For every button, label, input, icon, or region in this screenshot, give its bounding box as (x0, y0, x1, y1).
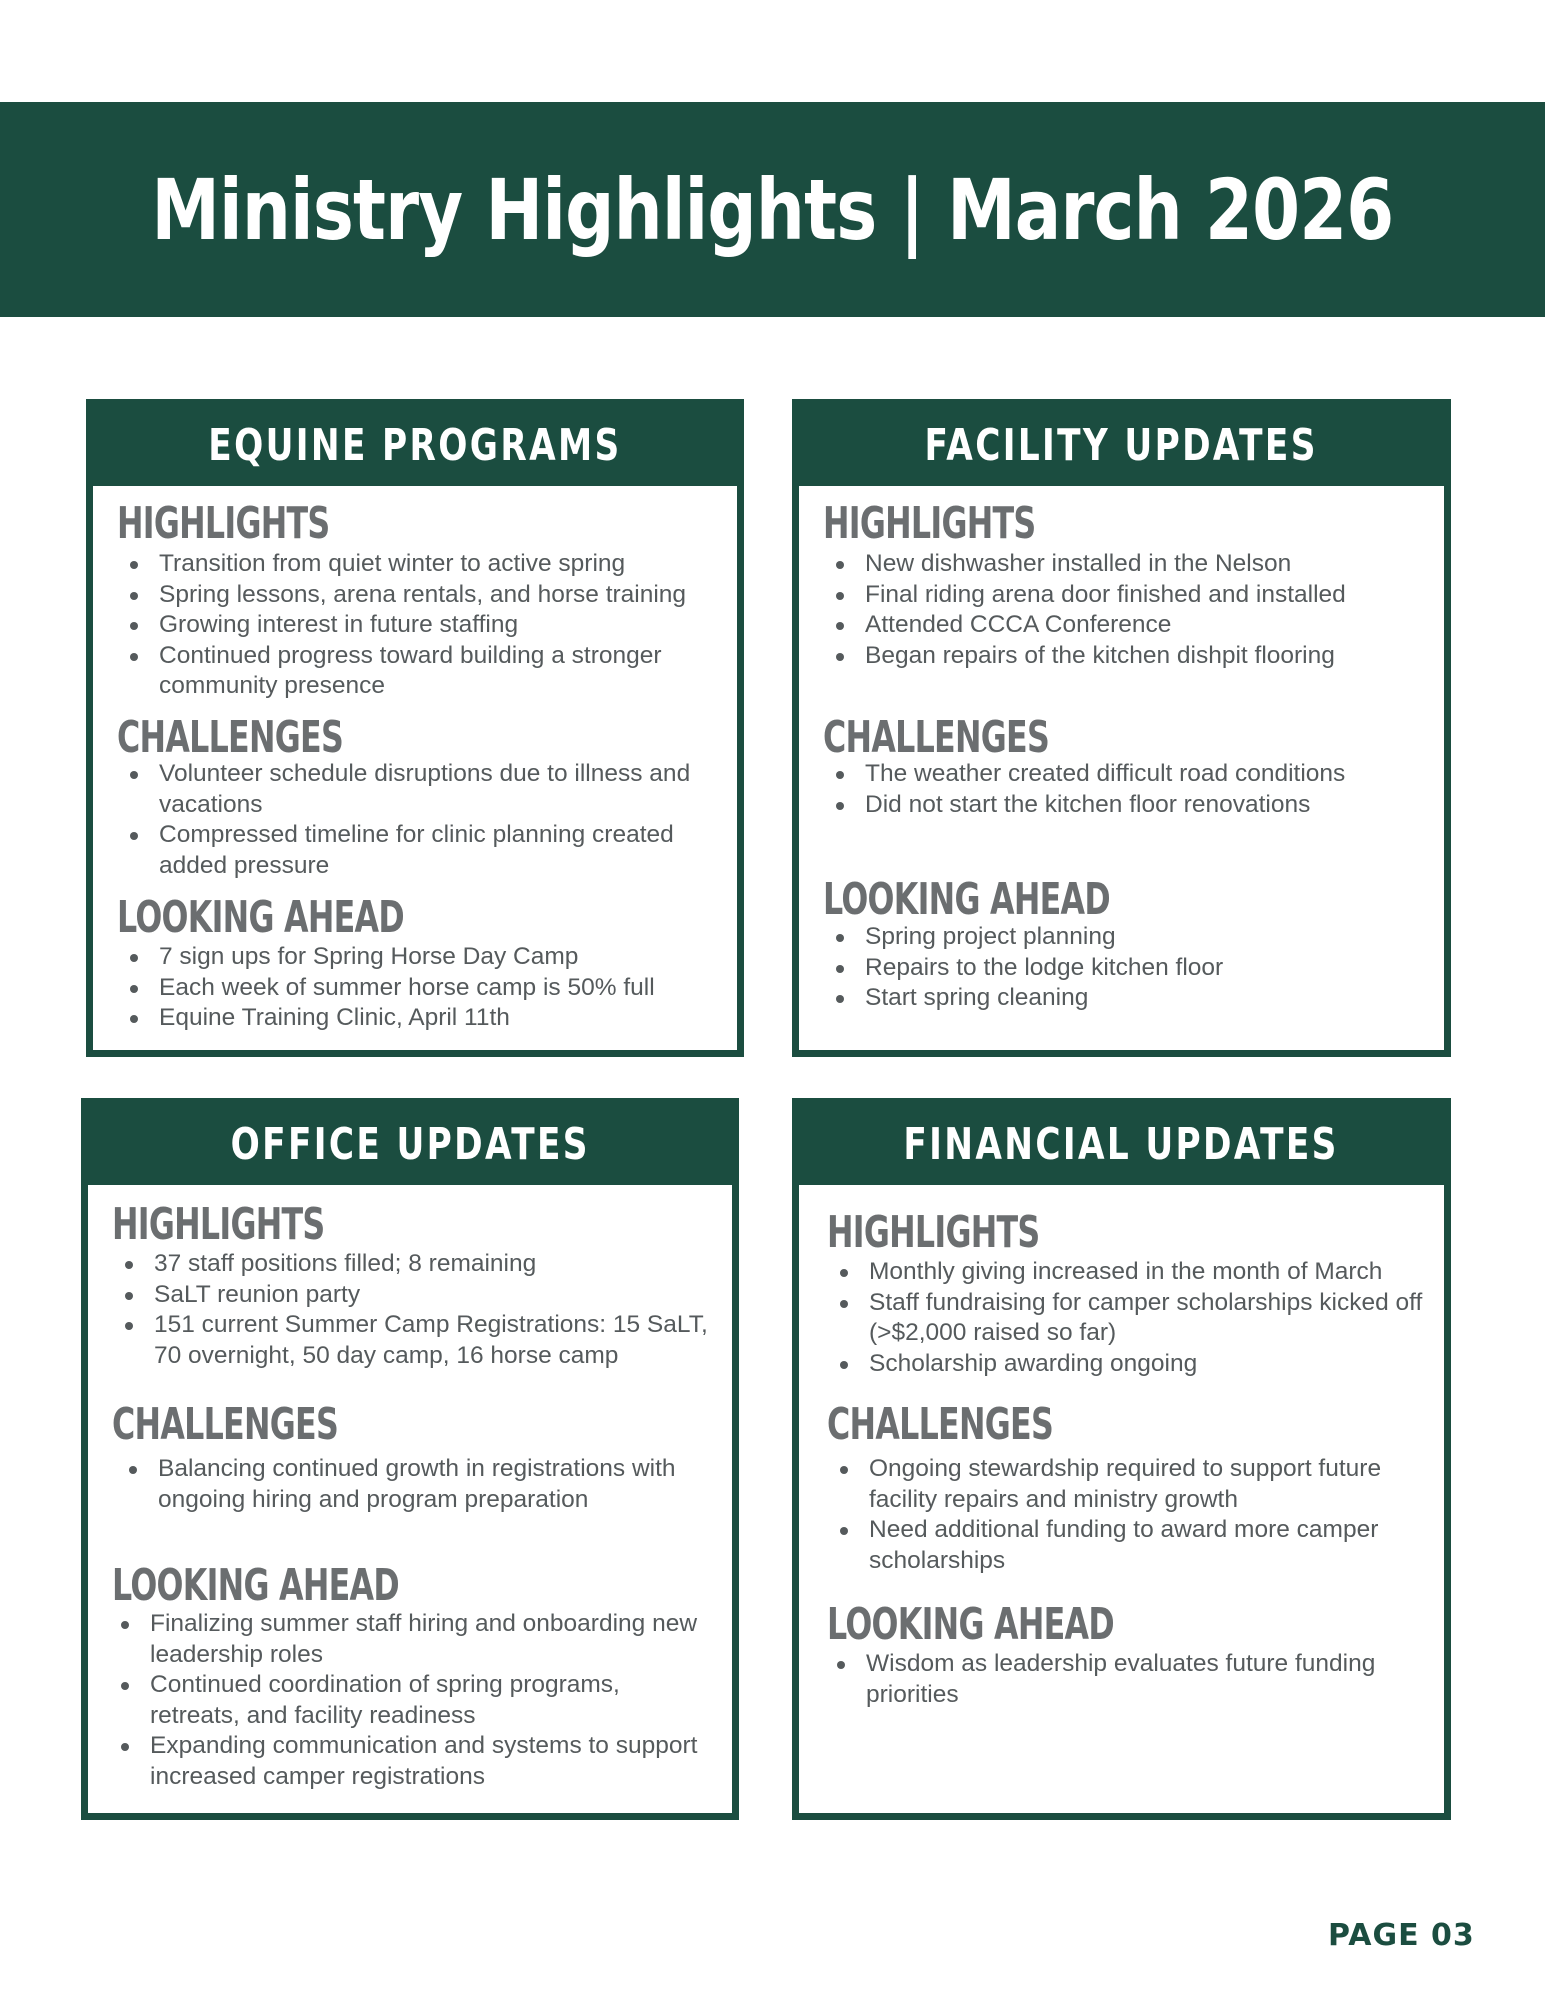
challenges-heading: CHALLENGES (823, 712, 1050, 763)
challenges-list (865, 759, 1425, 820)
looking-ahead-heading: LOOKING AHEAD (112, 1560, 399, 1611)
challenges-list (159, 759, 719, 881)
card-title: FACILITY UPDATES (799, 406, 1444, 486)
page-title: Ministry Highlights | March 2026 (151, 160, 1394, 259)
highlights-list (159, 549, 719, 702)
highlights-list (869, 1257, 1429, 1379)
card-financial-updates (792, 1098, 1451, 1820)
list-item: Balancing continued growth in registrations with ongoing hiring and program preparation (158, 1454, 723, 1515)
list-item: Monthly giving increased in the month of March (869, 1257, 1429, 1288)
challenges-heading: CHALLENGES (117, 712, 344, 763)
list-item: Equine Training Clinic, April 11th (159, 1003, 719, 1034)
list-item: Spring project planning (865, 922, 1425, 953)
header-banner (0, 102, 1545, 317)
list-item: Staff fundraising for camper scholarships kicked off (>$2,000 raised so far) (869, 1288, 1429, 1349)
list-item: Began repairs of the kitchen dishpit flooring (865, 641, 1425, 672)
list-item: Start spring cleaning (865, 983, 1425, 1014)
list-item: Finalizing summer staff hiring and onboarding new leadership roles (150, 1609, 710, 1670)
list-item: Final riding arena door finished and installed (865, 580, 1425, 611)
looking-ahead-list (159, 942, 719, 1034)
list-item: Did not start the kitchen floor renovations (865, 790, 1425, 821)
looking-ahead-list (150, 1609, 710, 1792)
looking-ahead-list (866, 1649, 1426, 1710)
list-item: Transition from quiet winter to active spring (159, 549, 719, 580)
list-item: Compressed timeline for clinic planning created added pressure (159, 820, 719, 881)
list-item: Continued progress toward building a stronger community presence (159, 641, 719, 702)
looking-ahead-list (865, 922, 1425, 1014)
list-item: Attended CCCA Conference (865, 610, 1425, 641)
card-title: FINANCIAL UPDATES (799, 1105, 1444, 1185)
list-item: New dishwasher installed in the Nelson (865, 549, 1425, 580)
challenges-heading: CHALLENGES (827, 1399, 1054, 1450)
challenges-heading: CHALLENGES (112, 1399, 339, 1450)
highlights-heading: HIGHLIGHTS (827, 1207, 1040, 1258)
challenges-list (869, 1454, 1429, 1576)
list-item: Volunteer schedule disruptions due to illness and vacations (159, 759, 719, 820)
highlights-list (154, 1249, 714, 1371)
list-item: Scholarship awarding ongoing (869, 1349, 1429, 1380)
list-item: Continued coordination of spring programs, retreats, and facility readiness (150, 1670, 710, 1731)
looking-ahead-heading: LOOKING AHEAD (823, 874, 1110, 925)
card-office-updates (81, 1098, 739, 1820)
list-item: 7 sign ups for Spring Horse Day Camp (159, 942, 719, 973)
card-equine-programs (86, 399, 744, 1057)
list-item: Spring lessons, arena rentals, and horse training (159, 580, 719, 611)
list-item: Repairs to the lodge kitchen floor (865, 953, 1425, 984)
list-item: Each week of summer horse camp is 50% full (159, 973, 719, 1004)
card-title: EQUINE PROGRAMS (93, 406, 737, 486)
list-item: Wisdom as leadership evaluates future funding priorities (866, 1649, 1426, 1710)
page-number: PAGE 03 (1328, 1918, 1475, 1953)
looking-ahead-heading: LOOKING AHEAD (827, 1599, 1114, 1650)
list-item: The weather created difficult road conditions (865, 759, 1425, 790)
highlights-heading: HIGHLIGHTS (823, 498, 1036, 549)
list-item: Ongoing stewardship required to support future facility repairs and ministry growth (869, 1454, 1429, 1515)
list-item: 151 current Summer Camp Registrations: 15 SaLT, 70 overnight, 50 day camp, 16 horse camp (154, 1310, 714, 1371)
challenges-list (158, 1454, 723, 1515)
highlights-heading: HIGHLIGHTS (112, 1199, 325, 1250)
list-item: Need additional funding to award more camper scholarships (869, 1515, 1429, 1576)
list-item: SaLT reunion party (154, 1280, 714, 1311)
list-item: Expanding communication and systems to support increased camper registrations (150, 1731, 710, 1792)
list-item: Growing interest in future staffing (159, 610, 719, 641)
card-title: OFFICE UPDATES (88, 1105, 732, 1185)
looking-ahead-heading: LOOKING AHEAD (117, 892, 404, 943)
highlights-heading: HIGHLIGHTS (117, 498, 330, 549)
highlights-list (865, 549, 1425, 671)
card-facility-updates (792, 399, 1451, 1057)
list-item: 37 staff positions filled; 8 remaining (154, 1249, 714, 1280)
